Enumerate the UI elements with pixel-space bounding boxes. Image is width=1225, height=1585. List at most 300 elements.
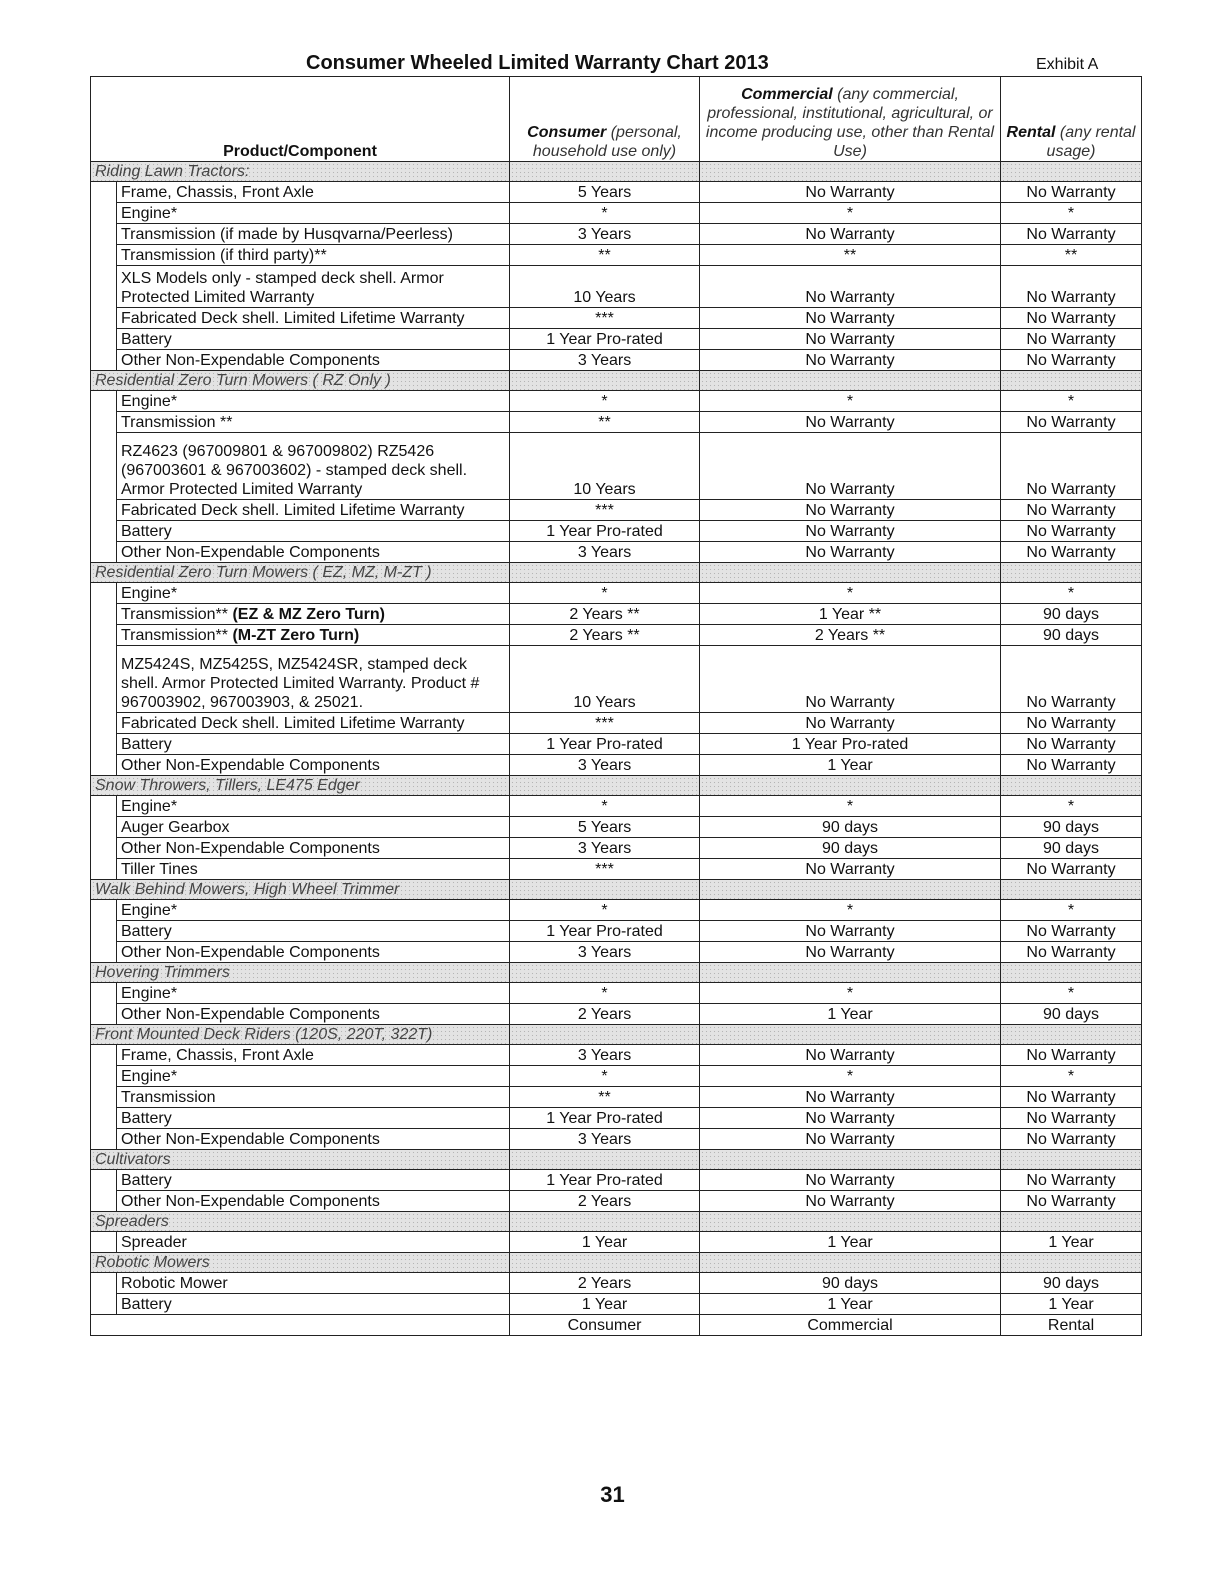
rental-cell: No Warranty (1001, 521, 1142, 542)
commercial-cell: * (700, 391, 1001, 412)
component-cell: Battery (117, 1170, 510, 1191)
table-row (91, 350, 1142, 371)
component-cell: Fabricated Deck shell. Limited Lifetime Warranty (117, 713, 510, 734)
chart-title: Consumer Wheeled Limited Warranty Chart 2013 (306, 52, 769, 74)
section-header-cell (1001, 1025, 1142, 1045)
rental-cell: No Warranty (1001, 350, 1142, 371)
commercial-cell: No Warranty (700, 308, 1001, 329)
table-row (91, 182, 1142, 203)
rental-cell: No Warranty (1001, 433, 1142, 500)
consumer-cell: *** (510, 713, 700, 734)
row-indent (91, 1045, 117, 1066)
section-title: Front Mounted Deck Riders (120S, 220T, 322T) (91, 1025, 510, 1045)
commercial-cell: No Warranty (700, 1045, 1001, 1066)
section-header-cell (1001, 371, 1142, 391)
section-header-cell (1001, 963, 1142, 983)
commercial-cell: No Warranty (700, 713, 1001, 734)
consumer-cell: 2 Years (510, 1191, 700, 1212)
consumer-cell: ** (510, 245, 700, 266)
consumer-cell: ** (510, 412, 700, 433)
rental-desc: (any rental usage) (1046, 124, 1136, 160)
consumer-cell: 10 Years (510, 433, 700, 500)
commercial-cell: No Warranty (700, 182, 1001, 203)
commercial-cell: No Warranty (700, 412, 1001, 433)
component-cell: Other Non-Expendable Components (117, 755, 510, 776)
row-indent (91, 245, 117, 266)
row-indent (91, 329, 117, 350)
component-cell: Other Non-Expendable Components (117, 942, 510, 963)
consumer-cell: 5 Years (510, 182, 700, 203)
commercial-cell: No Warranty (700, 1191, 1001, 1212)
commercial-cell: No Warranty (700, 224, 1001, 245)
consumer-cell: *** (510, 308, 700, 329)
rental-cell: * (1001, 796, 1142, 817)
footer-blank (91, 1315, 510, 1336)
row-indent (91, 942, 117, 963)
commercial-cell: 2 Years ** (700, 625, 1001, 646)
section-header-cell (1001, 162, 1142, 182)
table-row (91, 604, 1142, 625)
section-header-row (91, 563, 1142, 583)
component-cell: Transmission** (EZ & MZ Zero Turn) (117, 604, 510, 625)
consumer-cell: 10 Years (510, 266, 700, 308)
commercial-cell: No Warranty (700, 1087, 1001, 1108)
commercial-cell: * (700, 900, 1001, 921)
consumer-cell: * (510, 796, 700, 817)
consumer-cell: * (510, 203, 700, 224)
rental-cell: No Warranty (1001, 1108, 1142, 1129)
commercial-cell: No Warranty (700, 1170, 1001, 1191)
consumer-cell: * (510, 583, 700, 604)
section-header-cell (1001, 1150, 1142, 1170)
table-row (91, 542, 1142, 563)
section-header-cell (510, 563, 700, 583)
component-cell: Fabricated Deck shell. Limited Lifetime Warranty (117, 500, 510, 521)
component-cell: Engine* (117, 391, 510, 412)
table-row (91, 308, 1142, 329)
rental-cell: No Warranty (1001, 500, 1142, 521)
rental-cell: No Warranty (1001, 646, 1142, 713)
consumer-cell: 2 Years ** (510, 625, 700, 646)
consumer-label: Consumer (527, 124, 607, 141)
rental-cell: 1 Year (1001, 1294, 1142, 1315)
consumer-cell: 2 Years (510, 1004, 700, 1025)
rental-cell: * (1001, 391, 1142, 412)
table-row (91, 412, 1142, 433)
table-row (91, 983, 1142, 1004)
commercial-cell: ** (700, 245, 1001, 266)
section-title: Riding Lawn Tractors: (91, 162, 510, 182)
rental-label: Rental (1006, 124, 1056, 141)
rental-cell: No Warranty (1001, 1129, 1142, 1150)
consumer-cell: 2 Years (510, 1273, 700, 1294)
row-indent (91, 182, 117, 203)
component-cell: RZ4623 (967009801 & 967009802) RZ5426 (967003601 & 967003602) - stamped deck shell. Armor Protected Limited Warranty (117, 433, 510, 500)
rental-cell: No Warranty (1001, 1045, 1142, 1066)
table-row (91, 1232, 1142, 1253)
component-cell: Frame, Chassis, Front Axle (117, 1045, 510, 1066)
table-row (91, 1066, 1142, 1087)
component-cell: Spreader (117, 1232, 510, 1253)
section-header-cell (1001, 880, 1142, 900)
commercial-cell: No Warranty (700, 433, 1001, 500)
row-indent (91, 796, 117, 817)
table-row (91, 838, 1142, 859)
consumer-column-header (510, 77, 700, 162)
commercial-cell: * (700, 796, 1001, 817)
component-cell: Transmission ** (117, 412, 510, 433)
section-header-cell (510, 1025, 700, 1045)
consumer-cell: *** (510, 859, 700, 880)
consumer-cell: 5 Years (510, 817, 700, 838)
rental-cell: No Warranty (1001, 308, 1142, 329)
rental-cell: 90 days (1001, 1273, 1142, 1294)
rental-cell: ** (1001, 245, 1142, 266)
section-title: Residential Zero Turn Mowers ( RZ Only ) (91, 371, 510, 391)
section-title: Robotic Mowers (91, 1253, 510, 1273)
table-header-row (91, 77, 1142, 162)
table-row (91, 433, 1142, 500)
section-header-row (91, 880, 1142, 900)
table-row (91, 942, 1142, 963)
rental-column-header (1001, 77, 1142, 162)
row-indent (91, 412, 117, 433)
row-indent (91, 625, 117, 646)
section-title: Walk Behind Mowers, High Wheel Trimmer (91, 880, 510, 900)
row-indent (91, 1170, 117, 1191)
rental-cell: * (1001, 583, 1142, 604)
table-row (91, 583, 1142, 604)
section-header-cell (510, 776, 700, 796)
row-indent (91, 1087, 117, 1108)
rental-cell: No Warranty (1001, 329, 1142, 350)
table-row (91, 1004, 1142, 1025)
rental-cell: 1 Year (1001, 1232, 1142, 1253)
row-indent (91, 350, 117, 371)
section-header-cell (1001, 1212, 1142, 1232)
consumer-cell: * (510, 391, 700, 412)
table-row (91, 1170, 1142, 1191)
rental-cell: No Warranty (1001, 1087, 1142, 1108)
component-cell: Other Non-Expendable Components (117, 350, 510, 371)
section-header-row (91, 776, 1142, 796)
component-cell: Engine* (117, 203, 510, 224)
row-indent (91, 433, 117, 500)
commercial-cell: No Warranty (700, 921, 1001, 942)
table-row (91, 900, 1142, 921)
component-cell: Fabricated Deck shell. Limited Lifetime Warranty (117, 308, 510, 329)
table-row (91, 1045, 1142, 1066)
section-header-cell (510, 162, 700, 182)
rental-cell: No Warranty (1001, 942, 1142, 963)
section-header-cell (700, 1212, 1001, 1232)
component-cell: XLS Models only - stamped deck shell. Armor Protected Limited Warranty (117, 266, 510, 308)
component-cell: Engine* (117, 900, 510, 921)
component-cell: Other Non-Expendable Components (117, 1004, 510, 1025)
table-row (91, 1129, 1142, 1150)
consumer-cell: * (510, 900, 700, 921)
row-indent (91, 921, 117, 942)
consumer-cell: 3 Years (510, 350, 700, 371)
consumer-cell: 1 Year Pro-rated (510, 921, 700, 942)
commercial-column-header (700, 77, 1001, 162)
warranty-table-body (91, 162, 1142, 1315)
consumer-cell: 3 Years (510, 942, 700, 963)
component-cell: Battery (117, 1108, 510, 1129)
section-header-cell (700, 563, 1001, 583)
section-title: Hovering Trimmers (91, 963, 510, 983)
commercial-cell: No Warranty (700, 942, 1001, 963)
rental-cell: * (1001, 1066, 1142, 1087)
row-indent (91, 817, 117, 838)
table-row (91, 646, 1142, 713)
component-cell: Engine* (117, 583, 510, 604)
section-header-cell (510, 1253, 700, 1273)
consumer-cell: *** (510, 500, 700, 521)
consumer-cell: 1 Year Pro-rated (510, 521, 700, 542)
section-header-cell (1001, 1253, 1142, 1273)
section-header-cell (700, 1253, 1001, 1273)
component-cell: Engine* (117, 983, 510, 1004)
page-number: 31 (600, 1482, 625, 1507)
row-indent (91, 266, 117, 308)
commercial-cell: No Warranty (700, 646, 1001, 713)
consumer-cell: 2 Years ** (510, 604, 700, 625)
section-header-cell (510, 963, 700, 983)
table-row (91, 921, 1142, 942)
consumer-cell: 1 Year (510, 1232, 700, 1253)
row-indent (91, 1004, 117, 1025)
commercial-cell: 1 Year (700, 1232, 1001, 1253)
exhibit-label: Exhibit A (1036, 56, 1099, 73)
commercial-cell: 90 days (700, 1273, 1001, 1294)
section-header-row (91, 1025, 1142, 1045)
commercial-cell: No Warranty (700, 542, 1001, 563)
rental-cell: No Warranty (1001, 734, 1142, 755)
row-indent (91, 713, 117, 734)
component-cell: Transmission (if made by Husqvarna/Peerless) (117, 224, 510, 245)
consumer-cell: 1 Year Pro-rated (510, 1170, 700, 1191)
section-header-row (91, 1150, 1142, 1170)
consumer-desc: (personal, household use only) (532, 124, 682, 160)
component-cell: Tiller Tines (117, 859, 510, 880)
rental-cell: 90 days (1001, 817, 1142, 838)
consumer-cell: 3 Years (510, 838, 700, 859)
section-header-row (91, 1212, 1142, 1232)
consumer-cell: 1 Year Pro-rated (510, 329, 700, 350)
table-row (91, 391, 1142, 412)
row-indent (91, 583, 117, 604)
warranty-table (90, 76, 1142, 1336)
consumer-cell: 1 Year Pro-rated (510, 1108, 700, 1129)
row-indent (91, 1294, 117, 1315)
row-indent (91, 1129, 117, 1150)
component-cell: Battery (117, 329, 510, 350)
commercial-cell: * (700, 983, 1001, 1004)
rental-cell: No Warranty (1001, 412, 1142, 433)
row-indent (91, 1191, 117, 1212)
table-row (91, 203, 1142, 224)
table-row (91, 1191, 1142, 1212)
table-row (91, 1087, 1142, 1108)
section-header-cell (510, 880, 700, 900)
table-row (91, 755, 1142, 776)
commercial-cell: * (700, 583, 1001, 604)
commercial-cell: 1 Year ** (700, 604, 1001, 625)
commercial-cell: 90 days (700, 817, 1001, 838)
component-cell: Other Non-Expendable Components (117, 542, 510, 563)
table-row (91, 817, 1142, 838)
footer-consumer: Consumer (510, 1315, 700, 1336)
table-row (91, 1273, 1142, 1294)
row-indent (91, 838, 117, 859)
rental-cell: No Warranty (1001, 859, 1142, 880)
row-indent (91, 1108, 117, 1129)
rental-cell: * (1001, 900, 1142, 921)
row-indent (91, 755, 117, 776)
table-row (91, 329, 1142, 350)
row-indent (91, 1066, 117, 1087)
commercial-desc: (any commercial, professional, institutional, agricultural, or income producing use, other than Rental Use) (705, 86, 995, 160)
commercial-cell: No Warranty (700, 329, 1001, 350)
table-row (91, 245, 1142, 266)
table-row (91, 734, 1142, 755)
row-indent (91, 983, 117, 1004)
commercial-cell: * (700, 1066, 1001, 1087)
component-emphasis: (EZ & MZ Zero Turn) (232, 606, 386, 623)
section-header-row (91, 1253, 1142, 1273)
row-indent (91, 646, 117, 713)
rental-cell: No Warranty (1001, 266, 1142, 308)
table-row (91, 521, 1142, 542)
section-header-cell (700, 776, 1001, 796)
commercial-cell: No Warranty (700, 350, 1001, 371)
consumer-cell: ** (510, 1087, 700, 1108)
consumer-cell: 1 Year (510, 1294, 700, 1315)
row-indent (91, 1273, 117, 1294)
consumer-cell: 10 Years (510, 646, 700, 713)
component-cell: Transmission** (M-ZT Zero Turn) (117, 625, 510, 646)
component-cell: Battery (117, 1294, 510, 1315)
commercial-cell: No Warranty (700, 500, 1001, 521)
commercial-cell: 1 Year Pro-rated (700, 734, 1001, 755)
component-cell: Engine* (117, 1066, 510, 1087)
row-indent (91, 859, 117, 880)
component-cell: Engine* (117, 796, 510, 817)
rental-cell: 90 days (1001, 625, 1142, 646)
component-cell: Other Non-Expendable Components (117, 838, 510, 859)
consumer-cell: 3 Years (510, 1045, 700, 1066)
rental-cell: 90 days (1001, 838, 1142, 859)
section-header-cell (700, 880, 1001, 900)
row-indent (91, 224, 117, 245)
section-title: Spreaders (91, 1212, 510, 1232)
section-header-row (91, 371, 1142, 391)
commercial-cell: * (700, 203, 1001, 224)
section-header-cell (700, 371, 1001, 391)
component-cell: Battery (117, 921, 510, 942)
row-indent (91, 734, 117, 755)
table-row (91, 224, 1142, 245)
component-cell: Transmission (117, 1087, 510, 1108)
row-indent (91, 391, 117, 412)
section-header-row (91, 162, 1142, 182)
row-indent (91, 203, 117, 224)
commercial-cell: 1 Year (700, 1294, 1001, 1315)
section-header-cell (1001, 563, 1142, 583)
rental-cell: No Warranty (1001, 542, 1142, 563)
table-row (91, 796, 1142, 817)
commercial-label: Commercial (741, 86, 833, 103)
component-emphasis: (M-ZT Zero Turn) (232, 627, 360, 644)
section-header-cell (510, 1150, 700, 1170)
consumer-cell: 3 Years (510, 224, 700, 245)
product-component-header: Product/Component (91, 77, 510, 162)
component-cell: Battery (117, 521, 510, 542)
section-header-cell (700, 963, 1001, 983)
section-header-cell (700, 162, 1001, 182)
commercial-cell: No Warranty (700, 1129, 1001, 1150)
consumer-cell: 3 Years (510, 755, 700, 776)
footer-rental: Rental (1001, 1315, 1142, 1336)
section-title: Snow Throwers, Tillers, LE475 Edger (91, 776, 510, 796)
commercial-cell: No Warranty (700, 521, 1001, 542)
footer-commercial: Commercial (700, 1315, 1001, 1336)
rental-cell: No Warranty (1001, 713, 1142, 734)
table-row (91, 625, 1142, 646)
section-header-row (91, 963, 1142, 983)
rental-cell: No Warranty (1001, 921, 1142, 942)
section-header-cell (700, 1150, 1001, 1170)
consumer-cell: 3 Years (510, 542, 700, 563)
rental-cell: * (1001, 983, 1142, 1004)
row-indent (91, 542, 117, 563)
section-header-cell (510, 1212, 700, 1232)
commercial-cell: No Warranty (700, 266, 1001, 308)
consumer-cell: 3 Years (510, 1129, 700, 1150)
table-row (91, 266, 1142, 308)
consumer-cell: * (510, 983, 700, 1004)
commercial-cell: No Warranty (700, 1108, 1001, 1129)
section-header-cell (510, 371, 700, 391)
rental-cell: No Warranty (1001, 755, 1142, 776)
consumer-cell: * (510, 1066, 700, 1087)
rental-cell: No Warranty (1001, 224, 1142, 245)
row-indent (91, 500, 117, 521)
table-row (91, 1294, 1142, 1315)
section-title: Residential Zero Turn Mowers ( EZ, MZ, M-ZT ) (91, 563, 510, 583)
component-cell: Other Non-Expendable Components (117, 1191, 510, 1212)
section-header-cell (1001, 776, 1142, 796)
commercial-cell: 90 days (700, 838, 1001, 859)
component-cell: MZ5424S, MZ5425S, MZ5424SR, stamped deck shell. Armor Protected Limited Warranty. Product # 967003902, 967003903, & 25021. (117, 646, 510, 713)
component-cell: Robotic Mower (117, 1273, 510, 1294)
row-indent (91, 308, 117, 329)
rental-cell: 90 days (1001, 1004, 1142, 1025)
commercial-cell: 1 Year (700, 1004, 1001, 1025)
section-header-cell (700, 1025, 1001, 1045)
rental-cell: No Warranty (1001, 1191, 1142, 1212)
rental-cell: No Warranty (1001, 1170, 1142, 1191)
section-title: Cultivators (91, 1150, 510, 1170)
table-row (91, 1108, 1142, 1129)
component-cell: Frame, Chassis, Front Axle (117, 182, 510, 203)
row-indent (91, 604, 117, 625)
commercial-cell: 1 Year (700, 755, 1001, 776)
consumer-cell: 1 Year Pro-rated (510, 734, 700, 755)
row-indent (91, 1232, 117, 1253)
table-footer-row (91, 1315, 1142, 1336)
